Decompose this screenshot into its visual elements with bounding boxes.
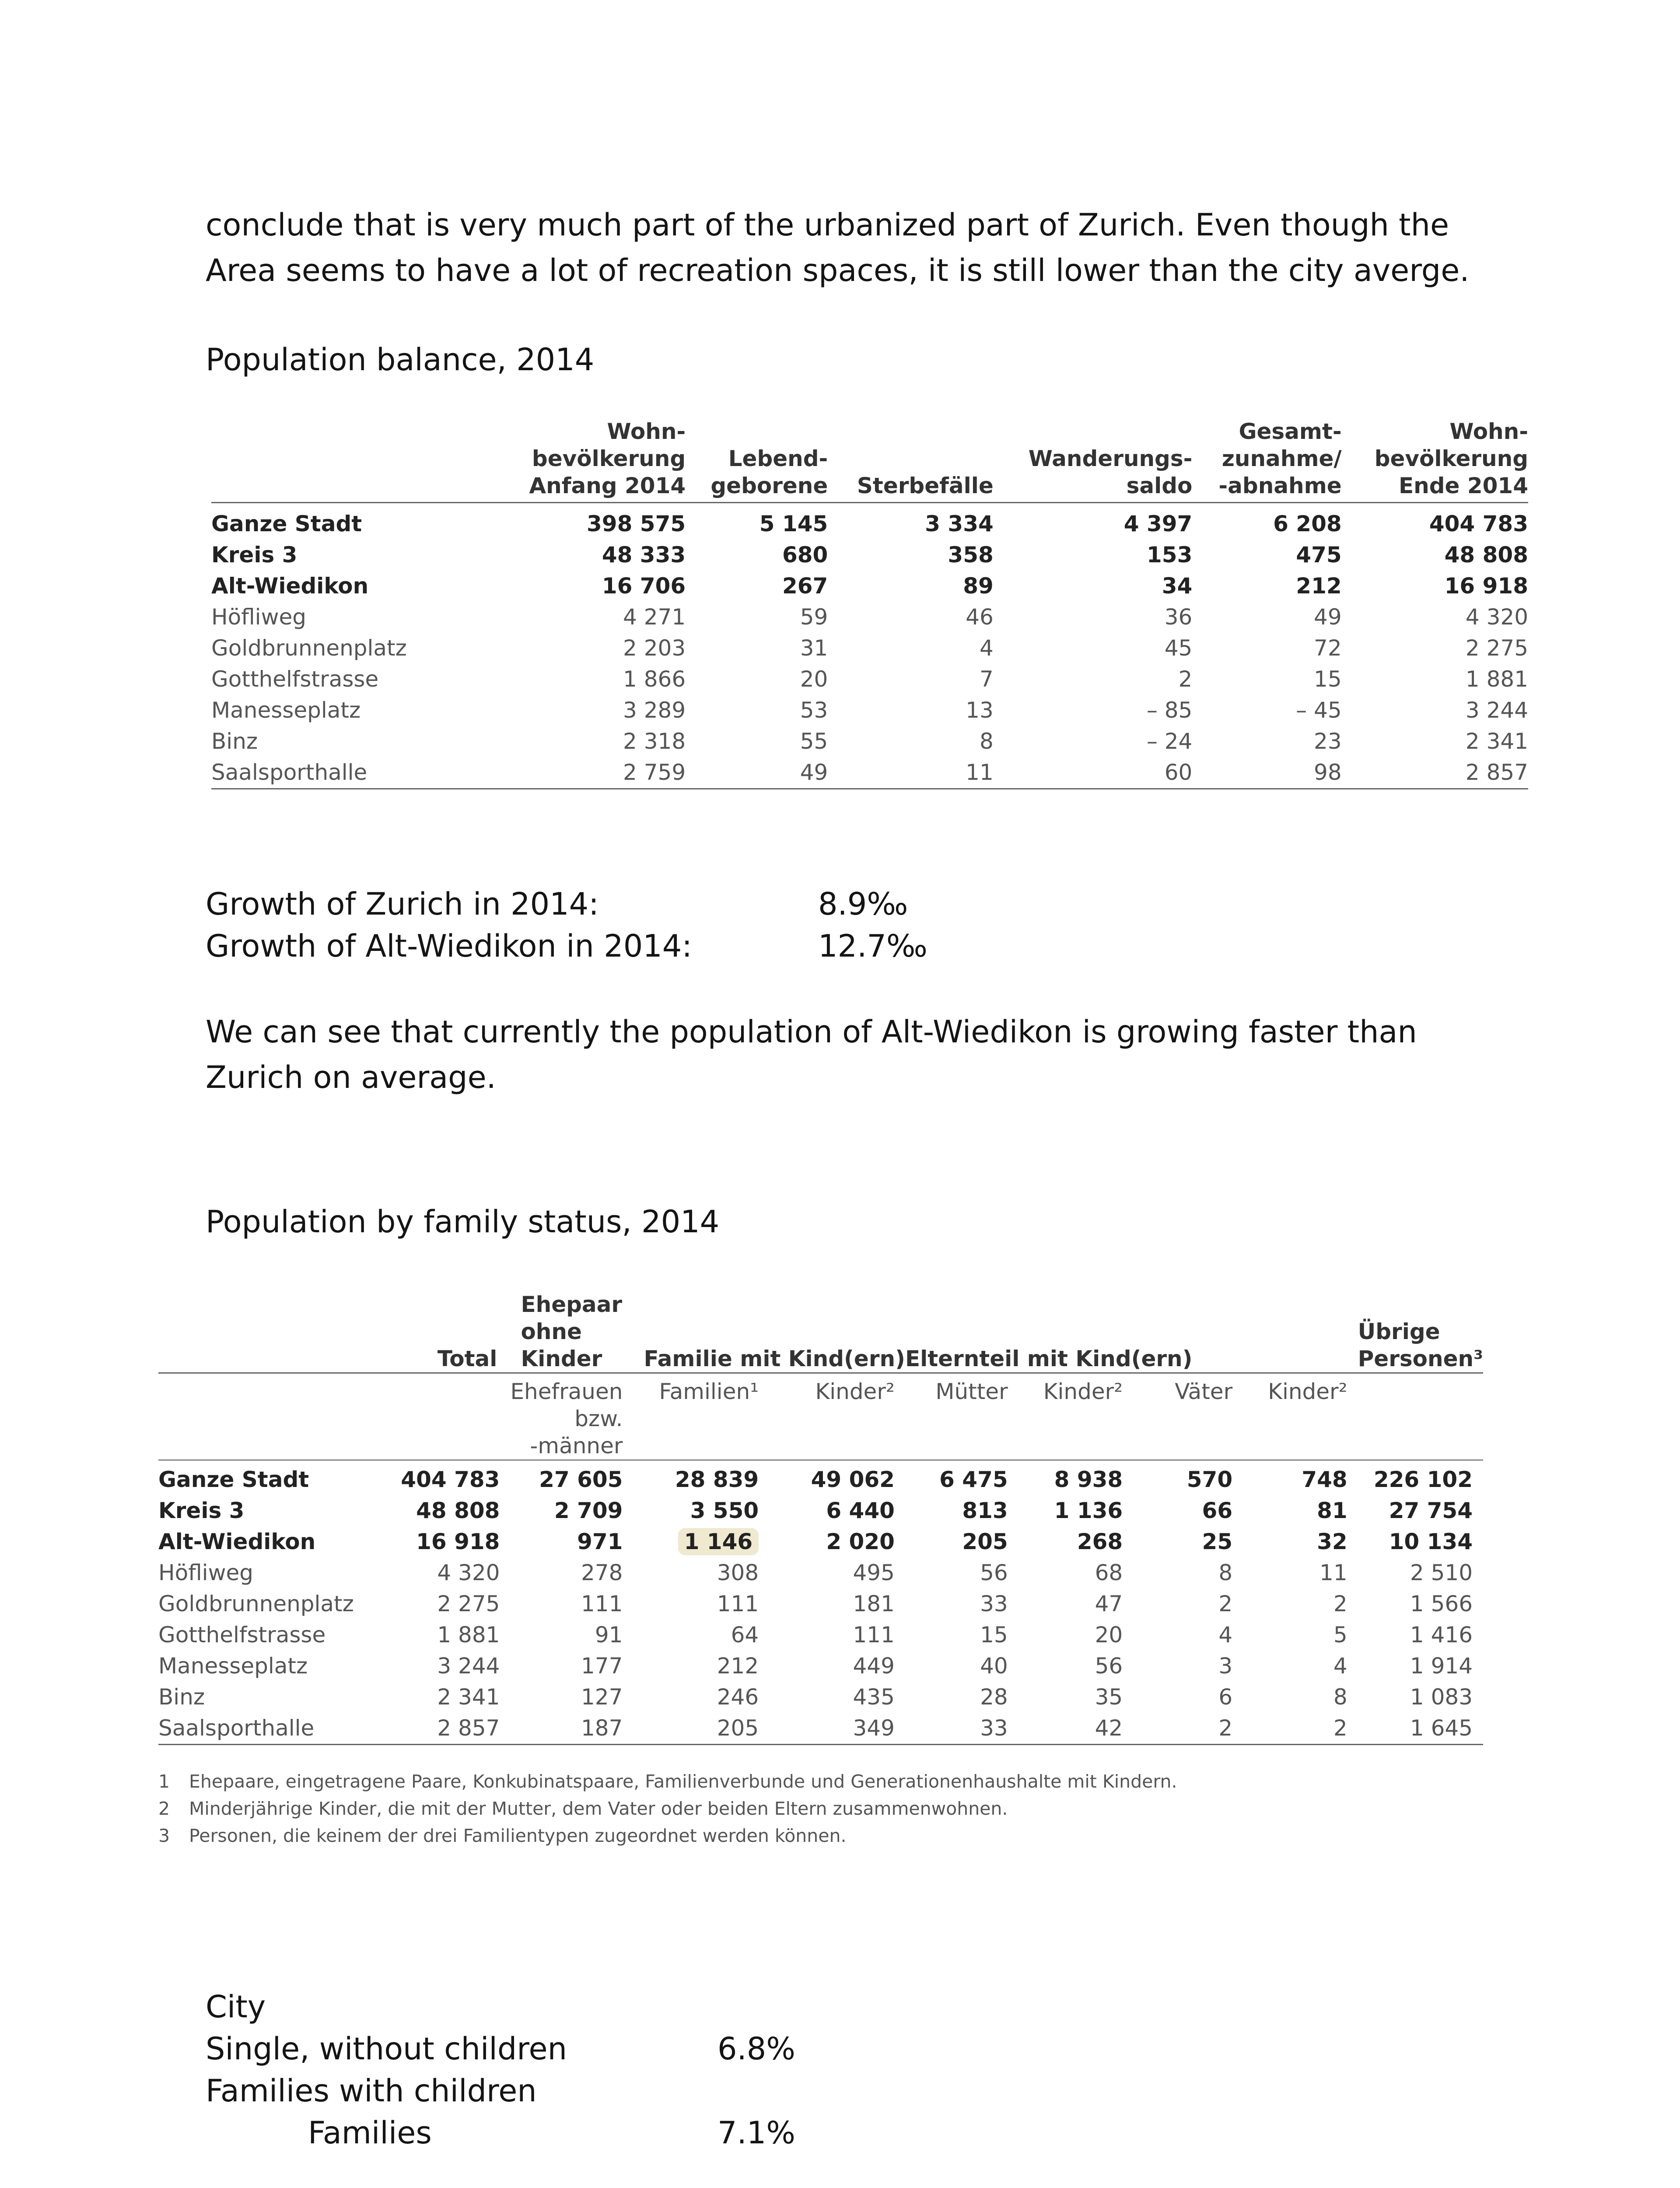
col-kinder-vaeter: Kinder² [1243,1373,1358,1460]
table2-cell: 6 [1218,1684,1233,1710]
table2-cell: 187 [581,1715,623,1741]
table1-cell: 1 866 [623,666,686,692]
table1-cell: 2 275 [1465,635,1528,661]
table2-cell: 111 [717,1591,759,1616]
table1-col-header: Sterbefälle [857,473,994,498]
table2-footnotes [158,1768,1177,1849]
table1-row [211,664,1528,695]
table1-cell: 89 [963,573,994,599]
table2-cell: 40 [980,1653,1008,1679]
table2-sub-header-row [158,1373,1483,1460]
table1-cell: 4 397 [1124,511,1193,536]
table2-cell: 2 709 [554,1498,623,1523]
table1-col-header: Gesamt- zunahme/ -abnahme [1218,419,1342,498]
table1-row [211,633,1528,664]
table2-cell: 8 [1218,1560,1233,1585]
table2-cell: 2 857 [437,1715,500,1741]
table1-cell: 49 [1314,604,1342,630]
row-label: Goldbrunnenplatz [158,1591,354,1616]
table1-col-header: Lebend- geborene [710,446,828,498]
growth-summary [206,883,928,967]
table2-cell: 66 [1202,1498,1233,1523]
table2-cell: 1 645 [1410,1715,1473,1741]
row-label: Alt-Wiedikon [158,1529,316,1554]
table1-cell: 2 857 [1465,760,1528,785]
table2-cell: 20 [1095,1622,1123,1648]
table2-cell: 278 [581,1560,623,1585]
col-uebrige-personen: Übrige Personen³ [1358,1319,1483,1371]
row-label: Höfliweg [158,1560,253,1585]
table1-row [211,695,1528,726]
table2-cell: 268 [1077,1529,1123,1554]
table2-cell: 6 475 [939,1467,1008,1492]
footnote-2: 2 Minderjährige Kinder, die mit der Mutter, dem Vater oder beiden Eltern zusammenwohnen. [158,1798,1008,1819]
col-familie-mit-kindern: Familie mit Kind(ern) [644,1346,905,1371]
col-muetter: Mütter [905,1373,1018,1460]
table1-cell: 2 203 [623,635,686,661]
growth-zurich-label: Growth of Zurich in 2014: [206,886,599,922]
city-single-label: Single, without children [206,2031,567,2067]
growth-zurich-row [206,883,928,925]
table1-cell: 2 759 [623,760,686,785]
table1-cell: 13 [966,698,994,723]
table2-cell: 748 [1302,1467,1348,1492]
table2-cell: 1 136 [1054,1498,1123,1523]
table2-cell: 35 [1095,1684,1123,1710]
table1-cell: 4 [979,635,994,661]
table1-cell: 23 [1314,729,1342,754]
table1-cell: 49 [800,760,828,785]
table2-row [158,1620,1483,1651]
table2-cell: 349 [853,1715,895,1741]
table1-cell: 6 208 [1273,511,1342,536]
table2-cell: 56 [1095,1653,1123,1679]
table1-cell: 20 [800,666,828,692]
table2-cell: 8 938 [1054,1467,1123,1492]
table2-cell: 47 [1095,1591,1123,1616]
table2-cell: 1 566 [1410,1591,1473,1616]
table1-cell: 5 145 [759,511,828,536]
city-heading: City [206,1989,266,2025]
table2-cell: 177 [581,1653,623,1679]
table1-cell: 212 [1296,573,1342,599]
table2-cell: 813 [962,1498,1008,1523]
table1-cell: 475 [1296,542,1342,568]
table2-cell: 5 [1333,1622,1348,1648]
table2-cell: 2 341 [437,1684,500,1710]
row-label: Ganze Stadt [158,1467,309,1492]
table2-cell: 2 510 [1410,1560,1473,1585]
table1-cell: 48 808 [1444,542,1528,568]
col-kinder-familie: Kinder² [769,1373,905,1460]
col-kinder-muetter: Kinder² [1018,1373,1134,1460]
table1-header-row [211,418,1528,503]
table1-col-header: Wohn- bevölkerung Anfang 2014 [529,419,686,498]
col-ehepaar-ohne-kinder: Ehepaar ohne Kinder [521,1292,623,1371]
table2-cell: 6 440 [826,1498,895,1523]
table2-cell: 2 [1218,1715,1233,1741]
table2-cell: 111 [581,1591,623,1616]
table2-cell: 33 [980,1591,1008,1616]
table1-cell: 153 [1146,542,1193,568]
table2-cell: 15 [980,1622,1008,1648]
table2-cell: 205 [717,1715,759,1741]
table1-cell: 15 [1314,666,1342,692]
city-families-value: 7.1% [718,2115,795,2151]
table2-cell: 16 918 [416,1529,500,1554]
table2-cell: 42 [1095,1715,1123,1741]
table2-cell: 205 [962,1529,1008,1554]
table2-cell: 4 [1218,1622,1233,1648]
table2-cell: 11 [1320,1560,1348,1585]
table1-row [211,757,1528,789]
table2-cell: 4 320 [437,1560,500,1585]
table2-cell: 308 [717,1560,759,1585]
table1-cell: 1 881 [1465,666,1528,692]
table2-cell: 181 [853,1591,895,1616]
row-label: Ganze Stadt [211,511,362,536]
table2-cell: 1 914 [1410,1653,1473,1679]
table1-cell: 98 [1314,760,1342,785]
city-families-label: Families [308,2115,432,2151]
row-label: Manesseplatz [158,1653,308,1679]
table2-cell: 3 550 [690,1498,759,1523]
table1-col-header: Wanderungs- saldo [1028,446,1193,498]
row-label: Gotthelfstrasse [158,1622,326,1648]
row-label: Manesseplatz [211,698,361,723]
city-single-value: 6.8% [718,2031,795,2067]
table2-cell: 49 062 [811,1467,895,1492]
growth-wiedikon-label: Growth of Alt-Wiedikon in 2014: [206,928,692,964]
table2-cell: 10 134 [1389,1529,1473,1554]
table1-row [211,540,1528,571]
table2-cell: 8 [1333,1684,1348,1710]
table1-cell: 4 320 [1465,604,1528,630]
growth-zurich-value: 8.9‰ [818,886,908,922]
table2-row [158,1495,1483,1526]
table2-cell: 3 [1218,1653,1233,1679]
table2-cell [633,1526,769,1557]
table2-cell: 2 [1333,1715,1348,1741]
row-label: Saalsporthalle [158,1715,315,1741]
table1-cell: 8 [979,729,994,754]
row-label: Alt-Wiedikon [211,573,369,599]
table1-title: Population balance, 2014 [206,342,595,378]
row-label: Saalsporthalle [211,760,368,785]
table1-cell: 11 [966,760,994,785]
table2-row [158,1713,1483,1745]
table1-cell: 55 [800,729,828,754]
table1-cell: 36 [1164,604,1193,630]
table2-cell: 25 [1202,1529,1233,1554]
table2-cell: 495 [853,1560,895,1585]
table2-cell: 212 [717,1653,759,1679]
table2-cell: 27 605 [539,1467,623,1492]
table2-row [158,1460,1483,1496]
footnote-3: 3 Personen, die keinem der drei Familientypen zugeordnet werden können. [158,1825,847,1846]
footnote-1: 1 Ehepaare, eingetragene Paare, Konkubinatspaare, Familienverbunde und Generationenhaushalte mit Kindern. [158,1771,1177,1792]
row-label: Gotthelfstrasse [211,666,379,692]
col-vaeter: Väter [1133,1373,1243,1460]
table2-cell: 226 102 [1373,1467,1473,1492]
table1-cell: 404 783 [1429,511,1528,536]
table1-cell: 680 [782,542,828,568]
table2-cell: 1 881 [437,1622,500,1648]
table1-cell: 34 [1162,573,1193,599]
col-elternteil-mit-kindern: Elternteil mit Kind(ern) [905,1346,1193,1371]
table1-cell: 59 [800,604,828,630]
table1-cell: 398 575 [587,511,686,536]
table2-cell: 28 [980,1684,1008,1710]
table2-cell: 33 [980,1715,1008,1741]
table2-cell: 48 808 [416,1498,500,1523]
table2-cell: 2 275 [437,1591,500,1616]
row-label: Kreis 3 [158,1498,245,1523]
table2-cell: 435 [853,1684,895,1710]
table2-title: Population by family status, 2014 [206,1204,720,1240]
table2-cell: 971 [577,1529,623,1554]
table2-row [158,1526,1483,1557]
highlighted-value: 1 146 [678,1528,759,1555]
table1-cell: 45 [1164,635,1193,661]
table1-cell: 16 706 [602,573,686,599]
population-balance-table [211,418,1528,789]
table2-row [158,1651,1483,1682]
table2-cell: 127 [581,1684,623,1710]
table1-cell: – 85 [1146,698,1193,723]
table1-cell: 2 318 [623,729,686,754]
table2-cell: 64 [731,1622,759,1648]
table1-cell: 7 [979,666,994,692]
table2-cell: 32 [1317,1529,1348,1554]
table2-cell: 27 754 [1389,1498,1473,1523]
intro-paragraph: conclude that is very much part of the urbanized part of Zurich. Even though the Area seems to have a lot of recreation spaces, it is still lower than the city averge. [206,207,1470,288]
table1-cell: 60 [1164,760,1193,785]
table2-cell: 3 244 [437,1653,500,1679]
table1-cell: 358 [948,542,994,568]
table1-cell: 4 271 [623,604,686,630]
conclusion-paragraph: We can see that currently the population of Alt-Wiedikon is growing faster than Zurich on average. [206,1014,1417,1095]
table1-cell: 2 [1178,666,1193,692]
growth-wiedikon-row [206,925,928,967]
table2-cell: 28 839 [675,1467,759,1492]
col-familien: Familien¹ [633,1373,769,1460]
table1-row [211,602,1528,633]
table1-row [211,503,1528,540]
row-label: Binz [211,729,258,754]
table1-cell: 267 [782,573,828,599]
col-ehefrauen-maenner: Ehefrauen bzw. -männer [510,1373,633,1460]
table1-cell: 46 [966,604,994,630]
table1-cell: 31 [800,635,828,661]
table2-cell: 2 [1218,1591,1233,1616]
table2-group-header-row [158,1291,1483,1373]
table1-cell: 3 244 [1465,698,1528,723]
city-families-children-label: Families with children [206,2073,537,2109]
table2-cell: 1 083 [1410,1684,1473,1710]
table2-cell: 404 783 [401,1467,500,1492]
growth-wiedikon-value: 12.7‰ [818,928,928,964]
row-label: Höfliweg [211,604,306,630]
table1-cell: – 24 [1146,729,1193,754]
table1-row [211,726,1528,757]
table2-cell: 56 [980,1560,1008,1585]
table1-row [211,571,1528,602]
table1-cell: 2 341 [1465,729,1528,754]
table2-cell: 111 [853,1622,895,1648]
table2-cell: 81 [1317,1498,1348,1523]
table2-cell: 4 [1333,1653,1348,1679]
table1-cell: – 45 [1296,698,1342,723]
table2-row [158,1557,1483,1588]
table1-col-header: Wohn- bevölkerung Ende 2014 [1374,419,1528,498]
table2-cell: 2 020 [826,1529,895,1554]
table2-cell: 91 [595,1622,623,1648]
table2-cell: 570 [1186,1467,1233,1492]
row-label: Binz [158,1684,205,1710]
table1-cell: 3 334 [925,511,994,536]
table1-cell: 16 918 [1444,573,1528,599]
table1-cell: 53 [800,698,828,723]
row-label: Goldbrunnenplatz [211,635,407,661]
table2-row [158,1682,1483,1713]
city-summary [206,1986,795,2154]
family-status-table [158,1291,1483,1745]
table2-cell: 246 [717,1684,759,1710]
table2-cell: 68 [1095,1560,1123,1585]
table1-cell: 48 333 [602,542,686,568]
table2-cell: 1 416 [1410,1622,1473,1648]
table2-cell: 2 [1333,1591,1348,1616]
col-total: Total [437,1346,497,1371]
row-label: Kreis 3 [211,542,298,568]
table2-row [158,1588,1483,1620]
table2-cell: 449 [853,1653,895,1679]
table1-cell: 72 [1314,635,1342,661]
table1-cell: 3 289 [623,698,686,723]
